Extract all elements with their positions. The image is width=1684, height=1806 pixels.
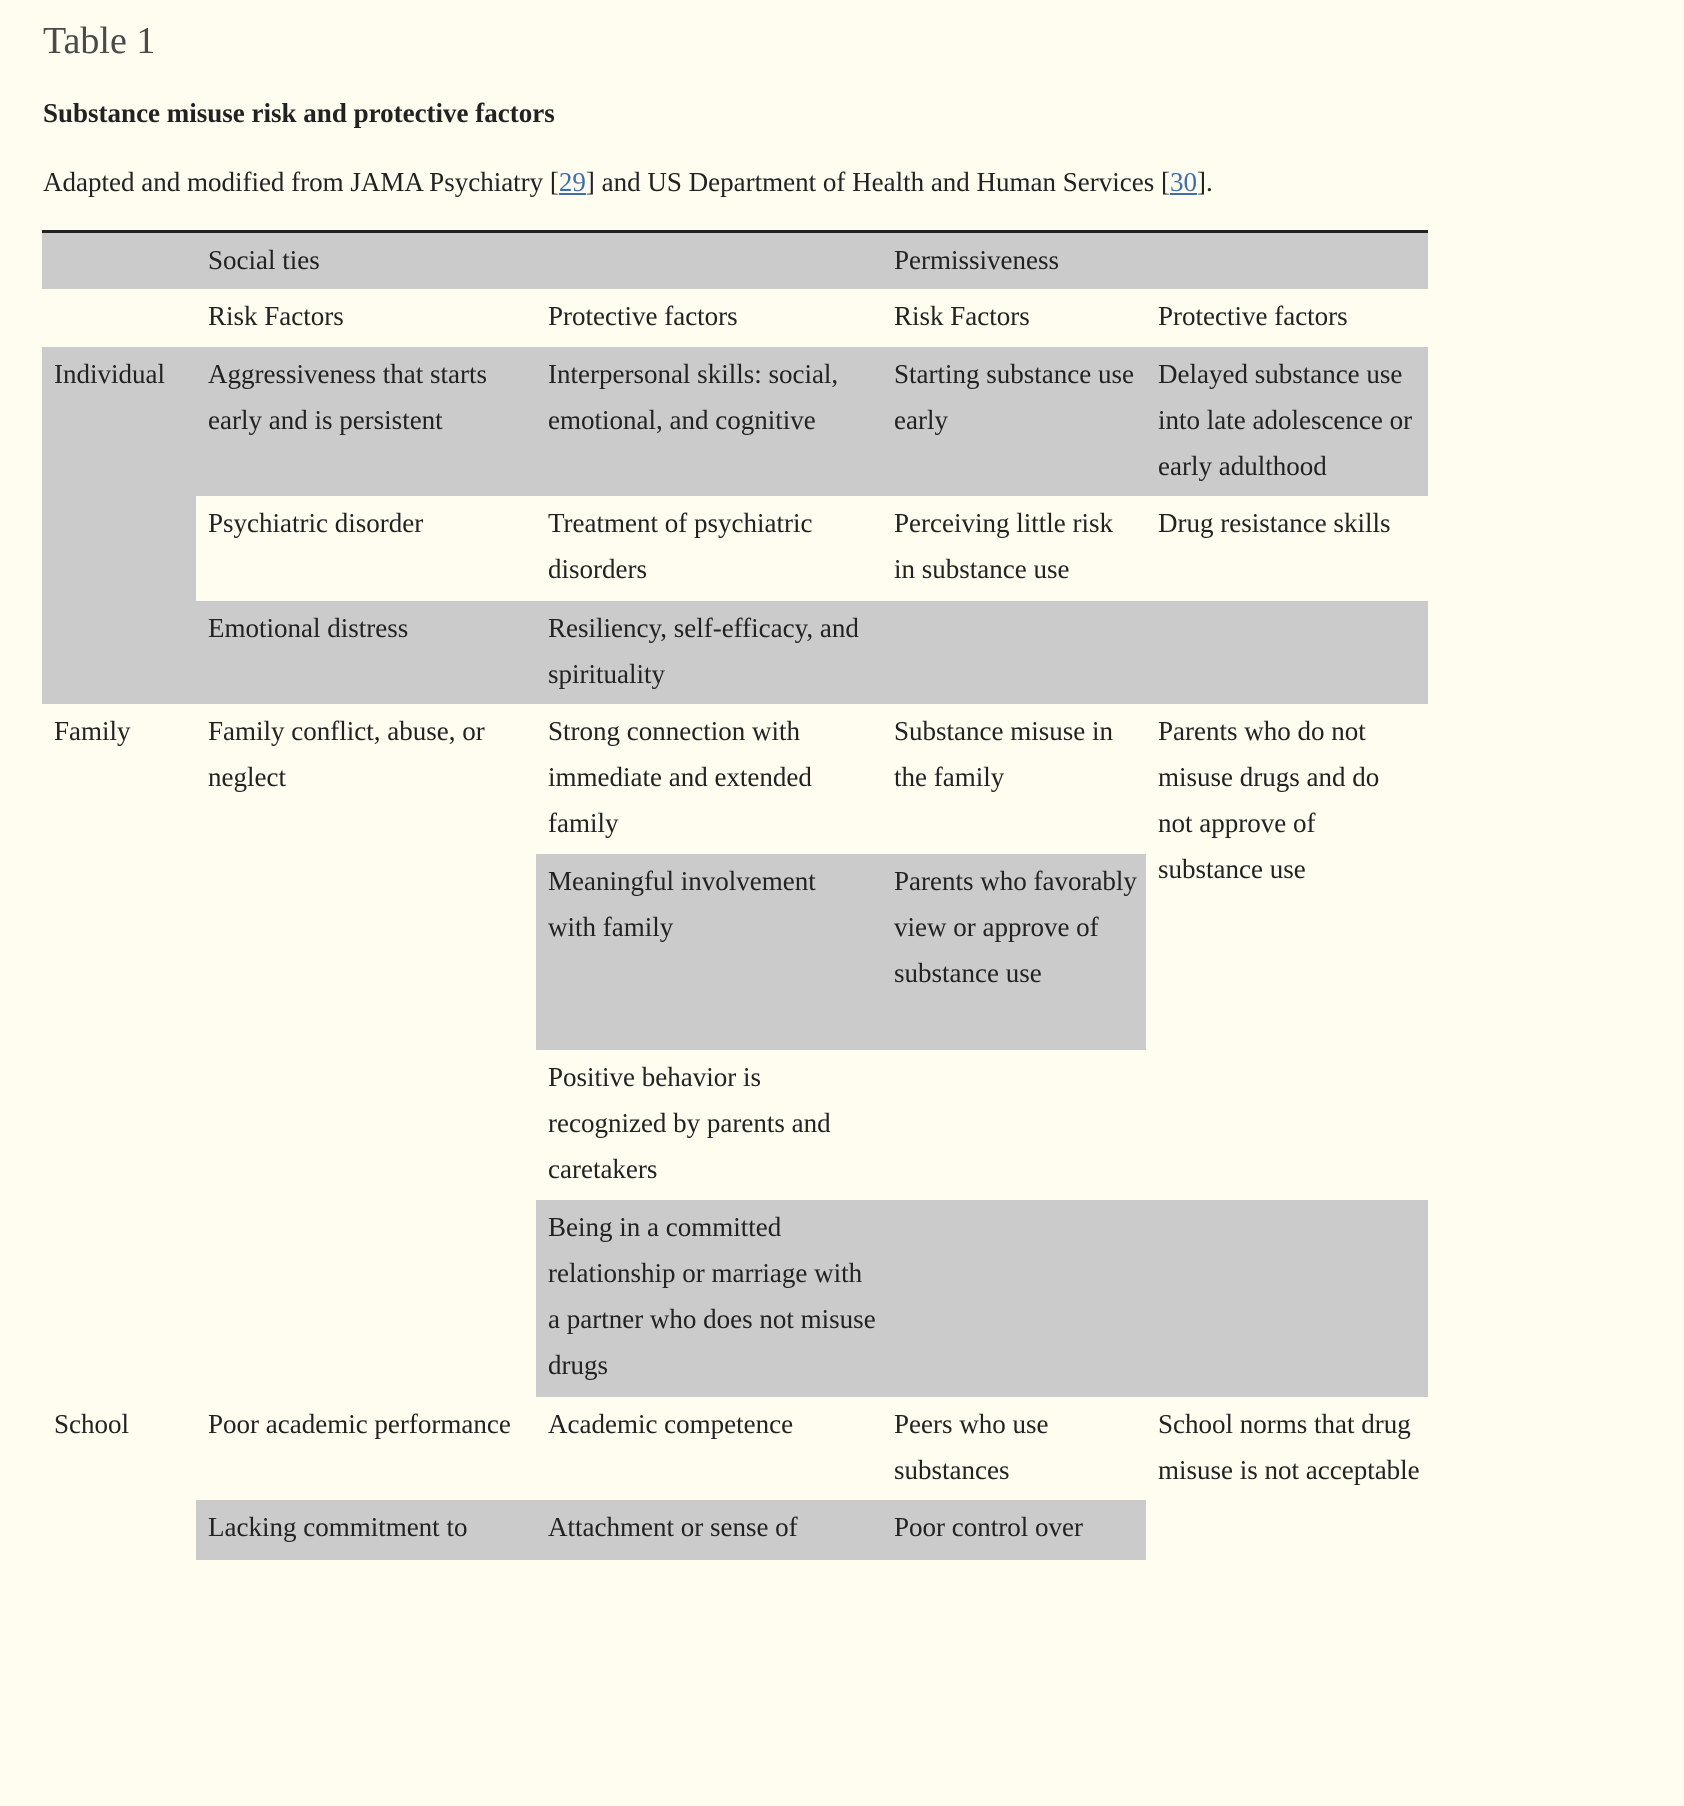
reference-link-30[interactable]: 30 [1170, 167, 1197, 197]
table-cell: Parents who favorably view or approve of substance use [894, 866, 1137, 988]
header-permissiveness: Permissiveness [894, 245, 1059, 275]
table-cell: Resiliency, self-efficacy, and spirituality [548, 613, 859, 689]
category-individual: Individual [54, 359, 165, 389]
table-cell: Substance misuse in the family [894, 716, 1113, 792]
table-cell: Positive behavior is recognized by parents and caretakers [548, 1062, 831, 1184]
caption-text: ] and US Department of Health and Human Services [ [585, 167, 1170, 197]
header-risk-factors-social: Risk Factors [208, 301, 344, 331]
table-cell: Delayed substance use into late adolescence or early adulthood [1158, 359, 1413, 481]
table-cell: Interpersonal skills: social, emotional, and cognitive [548, 359, 839, 435]
header-social-ties: Social ties [208, 245, 320, 275]
table-cell: Academic competence [548, 1409, 794, 1439]
table-cell: Poor control over [894, 1512, 1083, 1542]
table-cell: Emotional distress [208, 613, 409, 643]
table-cell: Starting substance use early [894, 359, 1134, 435]
table-cell: Strong connection with immediate and extended family [548, 716, 812, 838]
table-cell: Family conflict, abuse, or neglect [208, 716, 485, 792]
table-cell: Lacking commitment to [208, 1512, 468, 1542]
table-cell: Meaningful involvement with family [548, 866, 816, 942]
table-cell: Parents who do not misuse drugs and do not approve of substance use [1158, 716, 1380, 884]
table-cell: Poor academic performance [208, 1409, 511, 1439]
table-cell: Being in a committed relationship or marriage with a partner who does not misuse drugs [548, 1212, 876, 1380]
table-cell: Aggressiveness that starts early and is persistent [208, 359, 487, 435]
reference-link-29[interactable]: 29 [558, 167, 586, 197]
table-caption [43, 165, 1213, 199]
caption-text: ]. [1197, 167, 1213, 197]
category-family: Family [54, 716, 131, 746]
table-cell: Drug resistance skills [1158, 508, 1391, 538]
table-cell: Treatment of psychiatric disorders [548, 508, 813, 584]
table-cell: Attachment or sense of [548, 1512, 798, 1542]
table-title: Table 1 [43, 20, 156, 62]
risk-factors-table [42, 230, 1428, 1542]
header-protective-factors-permissiveness: Protective factors [1158, 301, 1348, 331]
caption-text: Adapted and modified from JAMA Psychiatry [ [43, 167, 559, 197]
table-subtitle: Substance misuse risk and protective factors [43, 98, 555, 128]
category-school: School [54, 1409, 130, 1439]
individual-label-bg [42, 347, 196, 704]
header-risk-factors-permissiveness: Risk Factors [894, 301, 1030, 331]
header-protective-factors-social: Protective factors [548, 301, 738, 331]
table-cell: Psychiatric disorder [208, 508, 424, 538]
table-cell: Perceiving little risk in substance use [894, 508, 1113, 584]
table-cell: Peers who use substances [894, 1409, 1049, 1485]
table-cell: School norms that drug misuse is not acceptable [1158, 1409, 1420, 1485]
